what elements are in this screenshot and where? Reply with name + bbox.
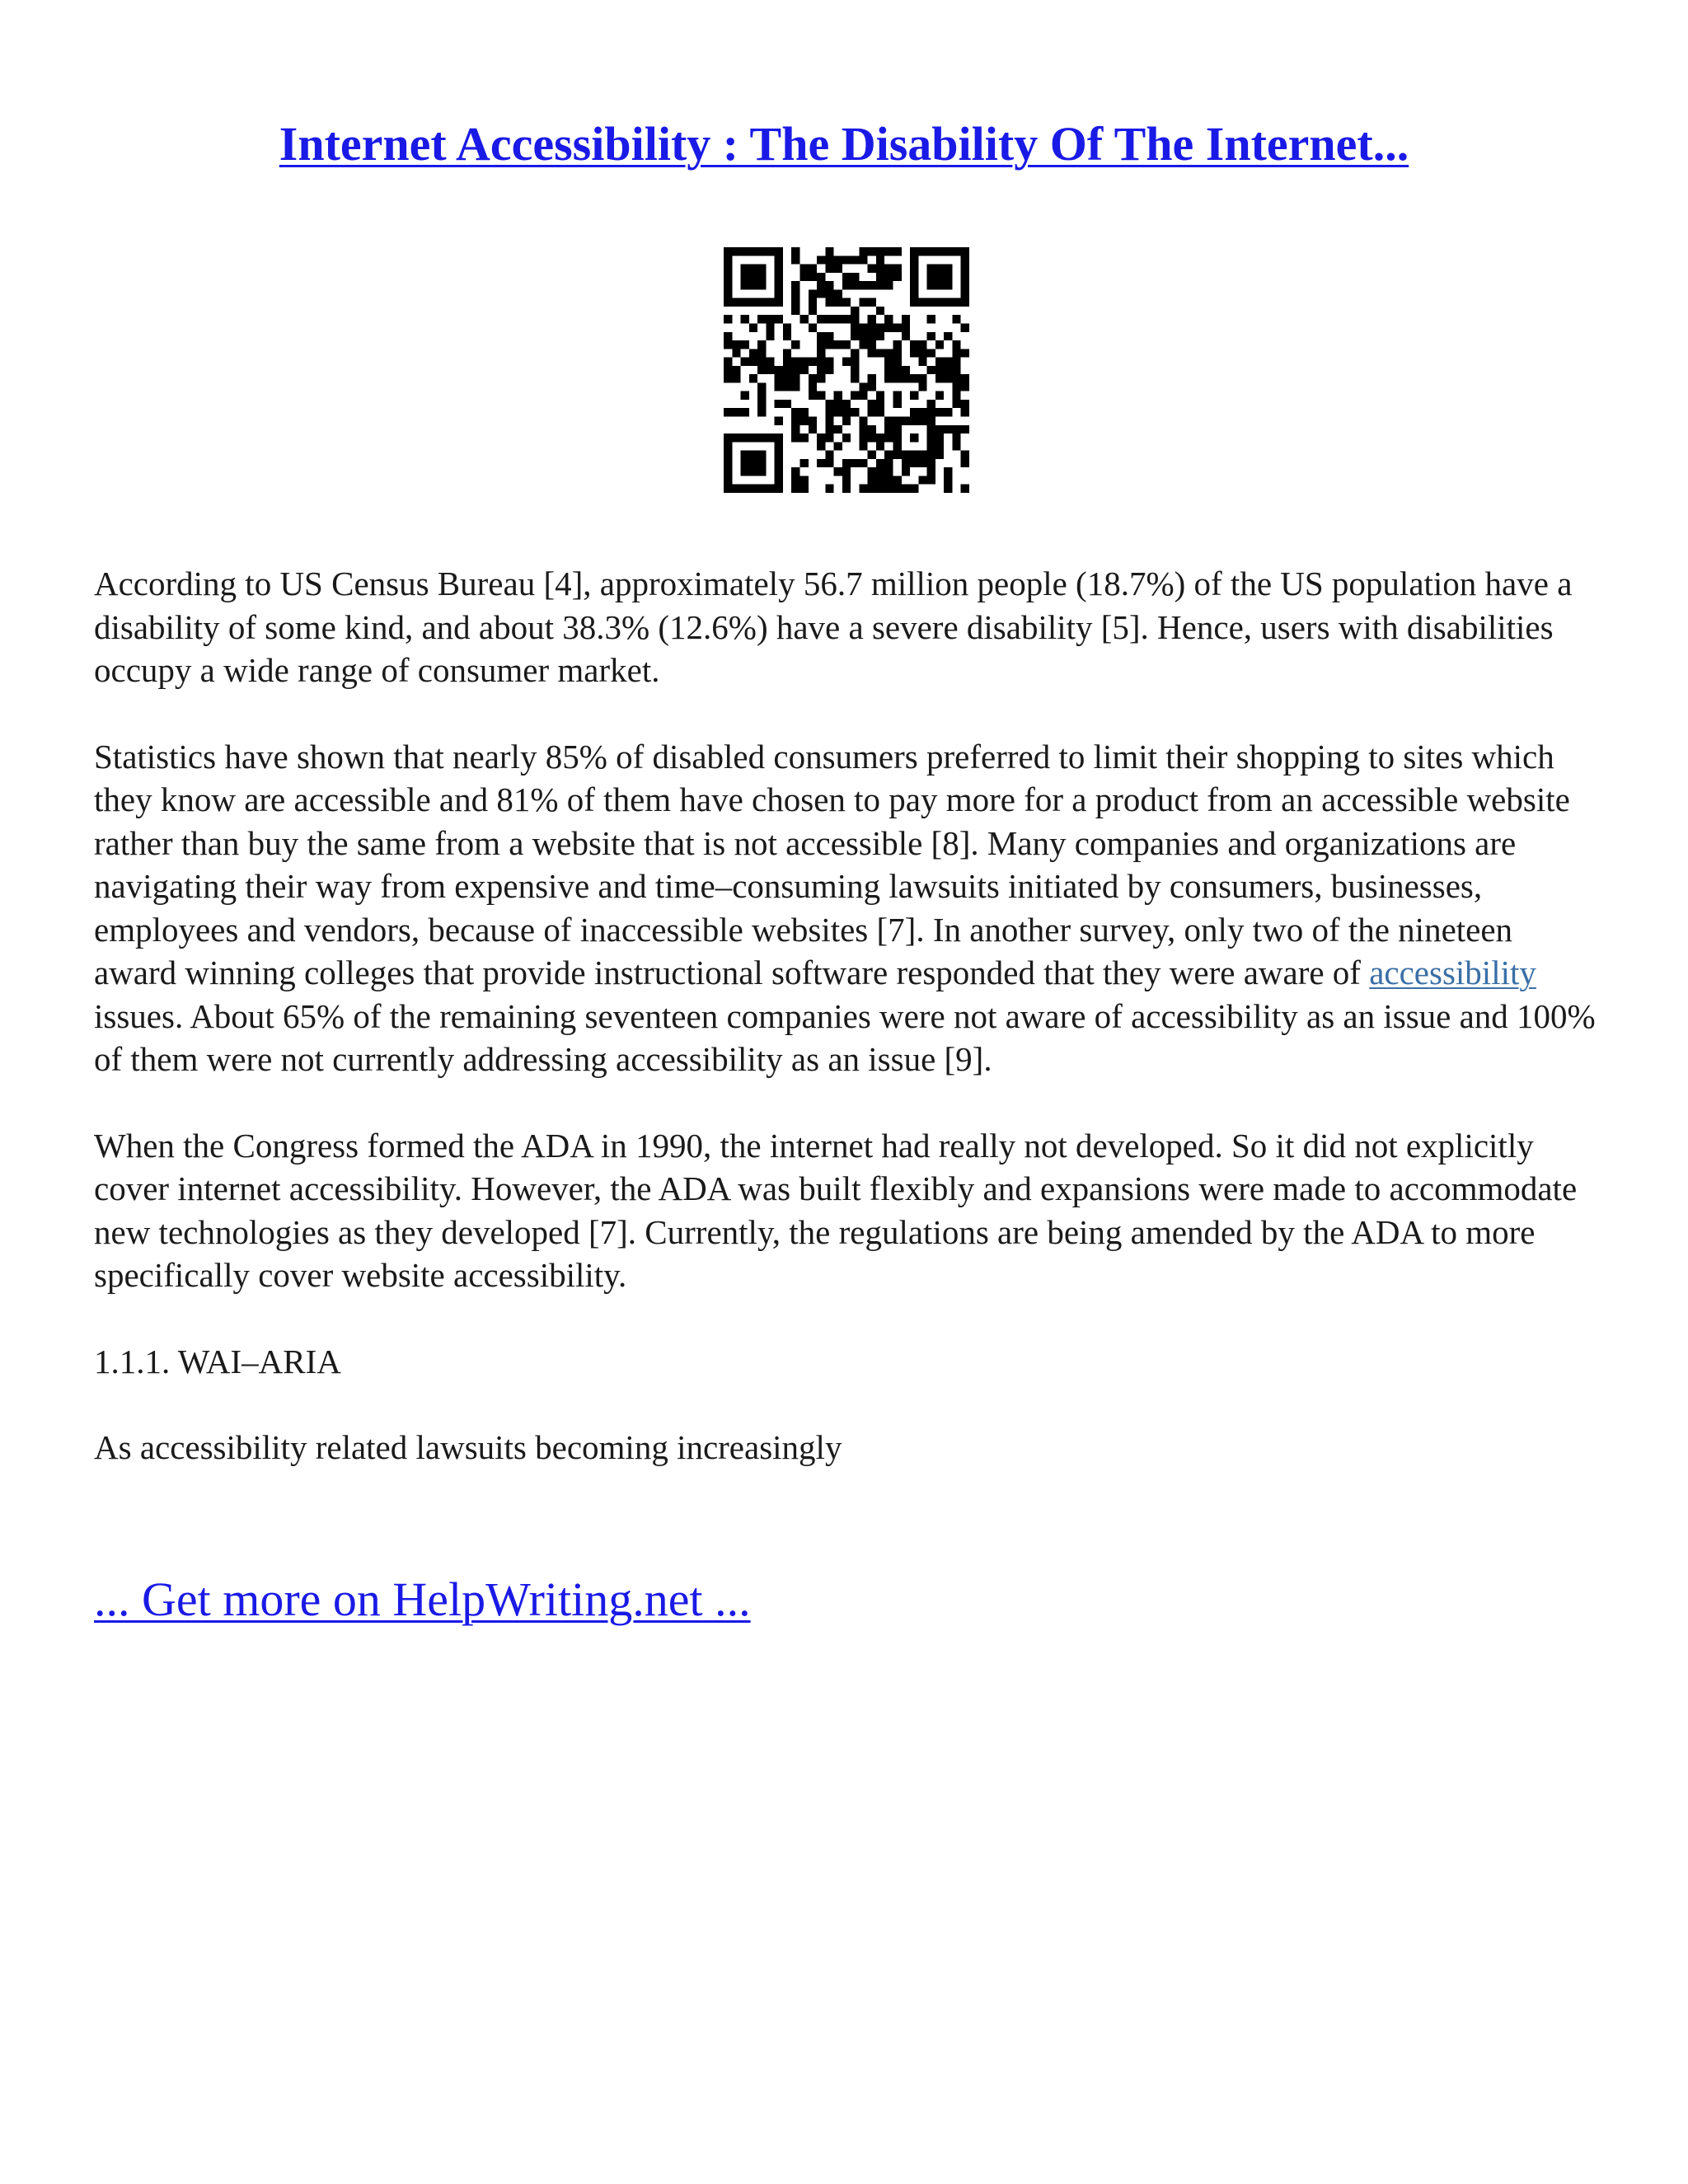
paragraph-statistics-text-before: Statistics have shown that nearly 85% of disabled consumers preferred to limit their shopping to sites which they know are accessible and 81% of them have chosen to pay more for a product from an accessible website rather than buy the same from a website that is not accessible [8]. Many companies and organizations are navigating their way from expensive and time–consuming lawsuits initiated by consumers, businesses, employees and vendors, because of inaccessible websites [7]. In another survey, only two of the nineteen award winning colleges that provide instructional software responded that they were aware of: [94, 737, 1570, 991]
article-body: [94, 562, 1602, 1512]
page-title: [0, 115, 1688, 173]
paragraph-truncated: As accessibility related lawsuits becoming increasingly: [94, 1428, 842, 1466]
accessibility-link[interactable]: accessibility: [1369, 954, 1536, 991]
qr-code-icon: [724, 247, 969, 493]
title-link[interactable]: Internet Accessibility : The Disability Of The Internet...: [279, 117, 1409, 171]
section-heading: 1.1.1. WAI–ARIA: [94, 1342, 341, 1380]
paragraph-statistics: [94, 735, 1602, 1081]
paragraph-census: According to US Census Bureau [4], approximately 56.7 million people (18.7%) of the US population have a disability of some kind, and about 38.3% (12.6%) have a severe disability [5]. Hence, users with disabilities occupy a wide range of consumer market.: [94, 565, 1573, 689]
paragraph-statistics-text-after: issues. About 65% of the remaining seventeen companies were not aware of accessibility as an issue and 100% of them were not currently addressing accessibility as an issue [9].: [94, 996, 1596, 1078]
get-more-link[interactable]: ... Get more on HelpWriting.net ...: [94, 1572, 751, 1626]
paragraph-ada: When the Congress formed the ADA in 1990, the internet had really not developed. So it did not explicitly cover internet accessibility. However, the ADA was built flexibly and expansions were made to accommodate new technologies as they developed [7]. Currently, the regulations are being amended by the ADA to more specifically cover website accessibility.: [94, 1126, 1578, 1294]
